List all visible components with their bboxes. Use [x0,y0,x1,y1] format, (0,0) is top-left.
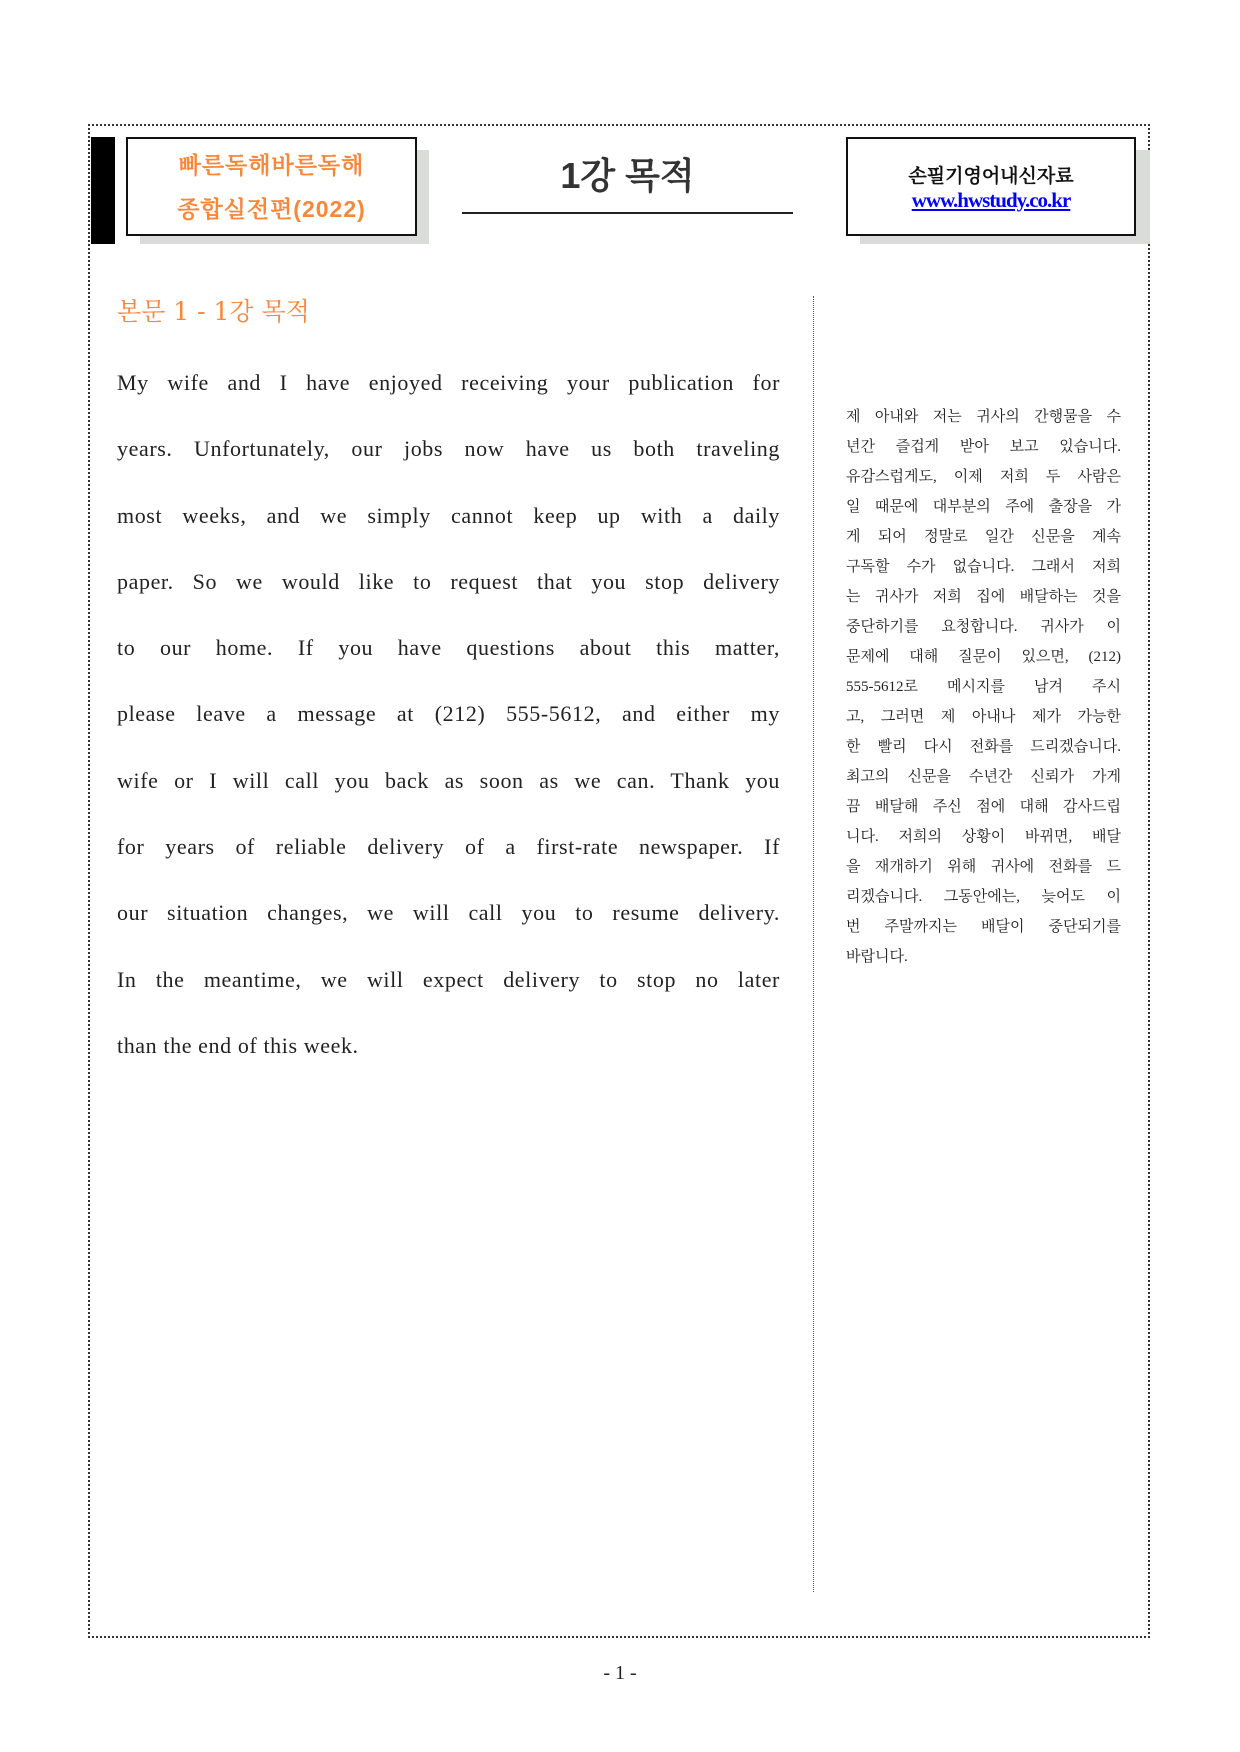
text-line: 리겠습니다. 그동안에는, 늦어도 이 [846,889,1121,905]
source-label: 손필기영어내신자료 [908,165,1074,187]
text-line: My wife and I have enjoyed receiving your publication for [117,370,780,395]
text-line: for years of reliable delivery of a first-rate newspaper. If [117,834,780,860]
text-line: most weeks, and we simply cannot keep up with a daily [117,502,780,528]
text-line: 바랍니다. [846,949,908,965]
text-line: 년간 즐겁게 받아 보고 있습니다. [846,439,1121,455]
text-line: 일 때문에 대부분의 주에 출장을 가 [846,499,1121,515]
text-line: to our home. If you have questions about this matter, [117,635,780,661]
text-line: 을 재개하기 위해 귀사에 전화를 드 [846,859,1121,875]
text-line: 최고의 신문을 수년간 신뢰가 가게 [846,769,1121,785]
english-passage [117,370,780,1099]
text-line: 문제에 대해 질문이 있으면, (212) [846,649,1121,665]
column-divider [813,296,814,1592]
text-line: our situation changes, we will call you to resume delivery. [117,900,780,926]
text-line: 고, 그러면 제 아내나 제가 가능한 [846,709,1121,725]
title-underline [462,212,793,214]
text-line: 게 되어 정말로 일간 신문을 계속 [846,529,1121,545]
text-line: wife or I will call you back as soon as we can. Thank you [117,767,780,793]
text-line: 중단하기를 요청합니다. 귀사가 이 [846,619,1121,635]
brand-line-1: 빠른독해바른독해 [178,151,365,178]
text-line: 제 아내와 저는 귀사의 간행물을 수 [846,409,1121,425]
text-line: 유감스럽게도, 이제 저희 두 사람은 [846,469,1121,485]
text-line: 는 귀사가 저희 집에 배달하는 것을 [846,589,1121,605]
brand-line-2: 종합실전편(2022) [177,195,366,222]
text-line: 555-5612로 메시지를 남겨 주시 [846,679,1121,695]
text-line: than the end of this week. [117,1032,359,1058]
text-line: 구독할 수가 없습니다. 그래서 저희 [846,559,1121,575]
page-number: - 1 - [603,1662,637,1684]
source-box [846,137,1136,236]
text-line: 니다. 저희의 상황이 바뀌면, 배달 [846,829,1121,845]
text-line: please leave a message at (212) 555-5612, and either my [117,701,780,727]
text-line: In the meantime, we will expect delivery to stop no later [117,966,780,992]
page-title: 1강 목적 [560,155,695,196]
brand-box [126,137,417,236]
text-line: 한 빨리 다시 전화를 드리겠습니다. [846,739,1121,755]
text-line: paper. So we would like to request that you stop delivery [117,568,780,594]
text-line: years. Unfortunately, our jobs now have us both traveling [117,436,780,462]
text-line: 번 주말까지는 배달이 중단되기를 [846,919,1121,935]
section-heading: 본문 1 - 1강 목적 [117,297,310,326]
text-line: 끔 배달해 주신 점에 대해 감사드립 [846,799,1121,815]
source-link[interactable]: www.hwstudy.co.kr [911,187,1071,212]
korean-translation [846,404,1121,974]
decorative-bar [91,137,115,244]
